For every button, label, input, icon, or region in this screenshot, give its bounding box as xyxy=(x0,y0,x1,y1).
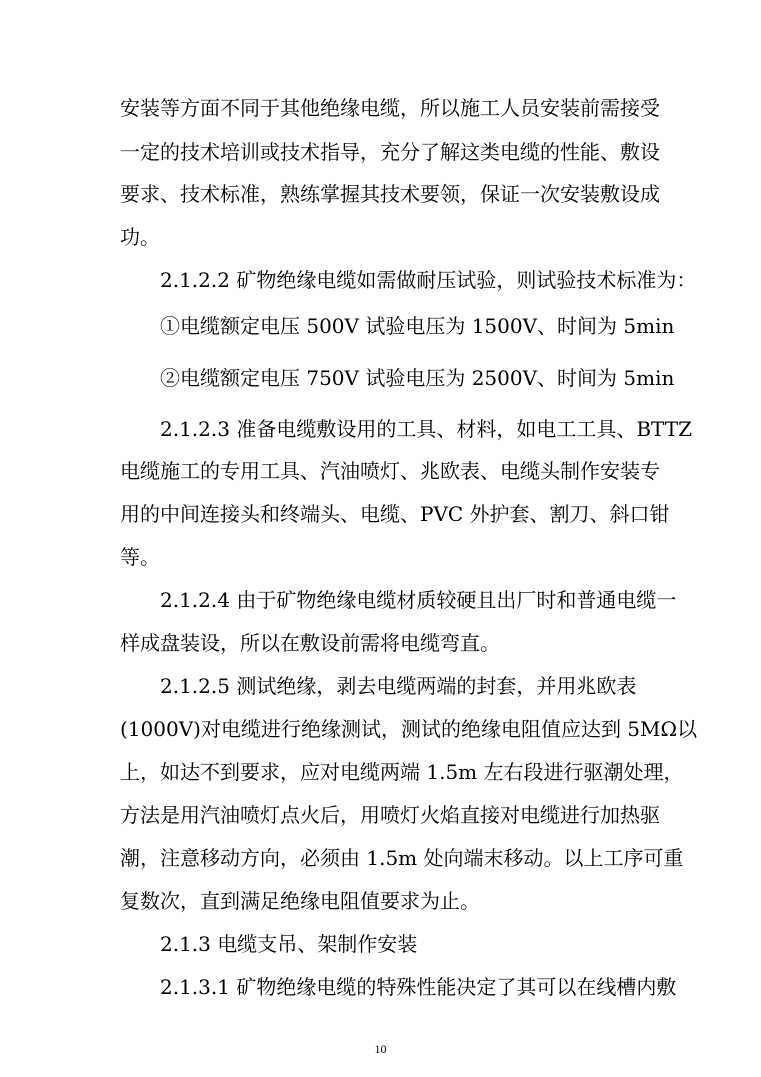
text-line: 样成盘装设，所以在敷设前需将电缆弯直。 xyxy=(120,631,500,655)
section-heading-2-1-2-4: 2.1.2.4 由于矿物绝缘电缆材质较硬且出厂时和普通电缆一 xyxy=(160,588,677,612)
section-heading-2-1-2-3: 2.1.2.3 准备电缆敷设用的工具、材料，如电工工具、BTTZ xyxy=(160,417,692,441)
text-line: 潮，注意移动方向，必须由 1.5m 处向端末移动。以上工序可重 xyxy=(120,846,684,870)
text-line: 电缆施工的专用工具、汽油喷灯、兆欧表、电缆头制作安装专 xyxy=(120,459,660,483)
text-line: 上，如达不到要求，应对电缆两端 1.5m 左右段进行驱潮处理， xyxy=(120,760,684,784)
section-heading-2-1-2-5: 2.1.2.5 测试绝缘，剥去电缆两端的封套，并用兆欧表 xyxy=(160,674,637,698)
text-line: 等。 xyxy=(120,545,160,569)
text-line: 复数次，直到满足绝缘电阻值要求为止。 xyxy=(120,889,480,913)
section-heading-2-1-3: 2.1.3 电缆支吊、架制作安装 xyxy=(160,932,418,956)
text-line: 安装等方面不同于其他绝缘电缆，所以施工人员安装前需接受 xyxy=(120,96,660,120)
section-heading-2-1-2-2: 2.1.2.2 矿物绝缘电缆如需做耐压试验，则试验技术标准为： xyxy=(160,268,697,292)
text-line: 要求、技术标准，熟练掌握其技术要领，保证一次安装敷设成 xyxy=(120,182,660,206)
text-line: 一定的技术培训或技术指导，充分了解这类电缆的性能、敷设 xyxy=(120,140,660,164)
list-item: ②电缆额定电压 750V 试验电压为 2500V、时间为 5min xyxy=(160,366,675,390)
text-line: (1000V)对电缆进行绝缘测试，测试的绝缘电阻值应达到 5MΩ以 xyxy=(120,717,698,741)
section-heading-2-1-3-1: 2.1.3.1 矿物绝缘电缆的特殊性能决定了其可以在线槽内敷 xyxy=(160,975,677,999)
page-number: 10 xyxy=(374,1042,387,1056)
text-line: 方法是用汽油喷灯点火后，用喷灯火焰直接对电缆进行加热驱 xyxy=(120,803,660,827)
text-line: 功。 xyxy=(120,225,160,249)
text-line: 用的中间连接头和终端头、电缆、PVC 外护套、割刀、斜口钳 xyxy=(120,502,670,526)
list-item: ①电缆额定电压 500V 试验电压为 1500V、时间为 5min xyxy=(160,314,675,338)
